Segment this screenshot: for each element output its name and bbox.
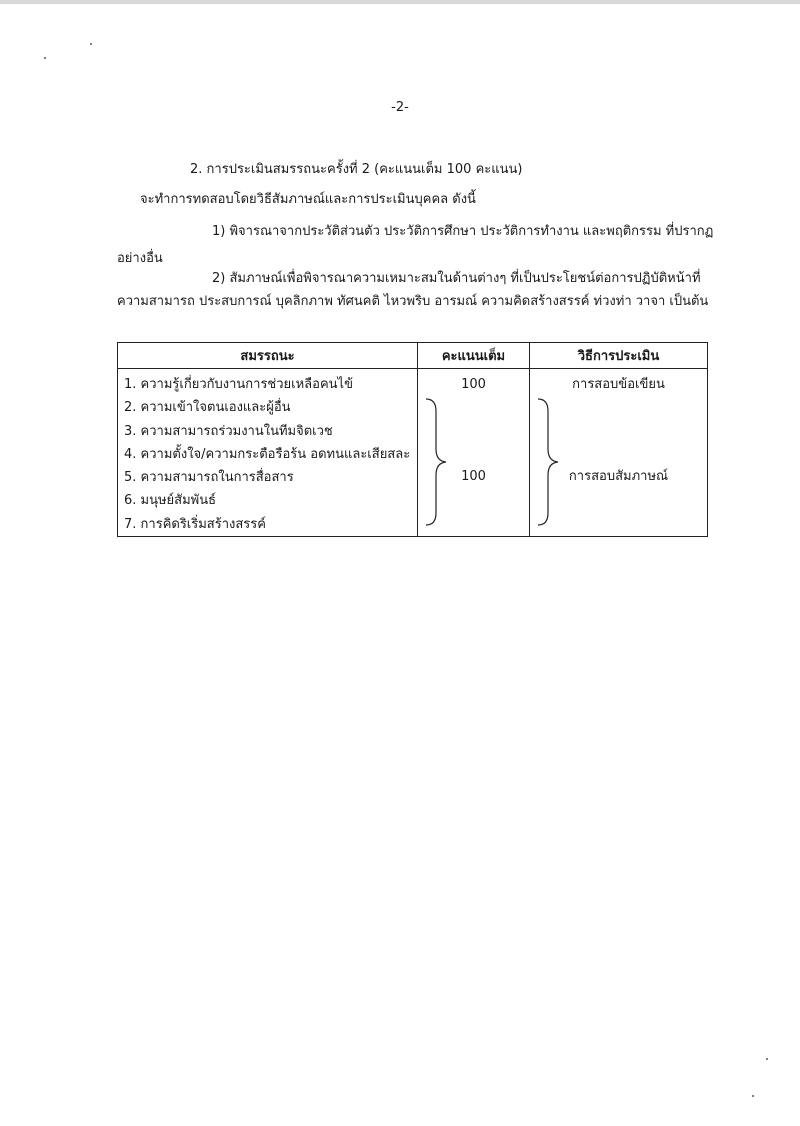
right-brace-icon [536,397,566,527]
intro-text: จะทำการทดสอบโดยวิธีสัมภาษณ์และการประเมินบุคคล ดังนี้ [140,192,476,207]
scan-speck [44,57,46,59]
method-interview: การสอบสัมภาษณ์ [568,469,669,484]
list-item: 3. ความสามารถร่วมงานในทีมจิตเวช [124,423,333,439]
competency-list-cell [118,369,418,537]
scan-speck [90,43,92,45]
list-item: 2. ความเข้าใจตนเองและผู้อื่น [124,400,291,416]
list-item: 1. ความรู้เกี่ยวกับงานการช่วยเหลือคนไข้ [124,377,353,392]
right-brace-icon [424,397,454,527]
point-2-line-1: 2) สัมภาษณ์เพื่อพิจารณาความเหมาะสมในด้านต่างๆ ที่เป็นประโยชน์ต่อการปฏิบัติหน้าที่ [212,271,701,286]
page-number: -2- [391,100,409,115]
method-written: การสอบข้อเขียน [572,377,665,392]
competency-table [117,342,708,537]
list-item: 6. มนุษย์สัมพันธ์ [124,493,217,509]
list-item: 7. การคิดริเริ่มสร้างสรรค์ [124,516,266,532]
header-method: วิธีการประเมิน [530,343,708,369]
table-header-row [118,343,708,369]
scan-edge [0,0,800,4]
header-competency: สมรรถนะ [118,343,418,369]
section-heading: 2. การประเมินสมรรถนะครั้งที่ 2 (คะแนนเต็ม 100 คะแนน) [190,162,523,177]
point-1-line-1: 1) พิจารณาจากประวัติส่วนตัว ประวัติการศึกษา ประวัติการทำงาน และพฤติกรรม ที่ปรากฏ [212,224,714,239]
score-written: 100 [461,377,486,392]
method-cell [530,369,708,537]
score-cell [418,369,530,537]
scan-speck [752,1095,754,1097]
list-item: 4. ความตั้งใจ/ความกระตือรือร้น อดทนและเสียสละ [124,446,411,462]
point-1-line-2: อย่างอื่น [117,251,163,266]
list-item: 5. ความสามารถในการสื่อสาร [124,470,294,486]
table-row [118,369,708,537]
scan-speck [766,1058,768,1060]
score-interview: 100 [461,469,486,484]
header-full-score: คะแนนเต็ม [418,343,530,369]
point-2-line-2: ความสามารถ ประสบการณ์ บุคลิกภาพ ทัศนคติ ไหวพริบ อารมณ์ ความคิดสร้างสรรค์ ท่วงท่า วาจา เป็นต้น [117,294,709,309]
